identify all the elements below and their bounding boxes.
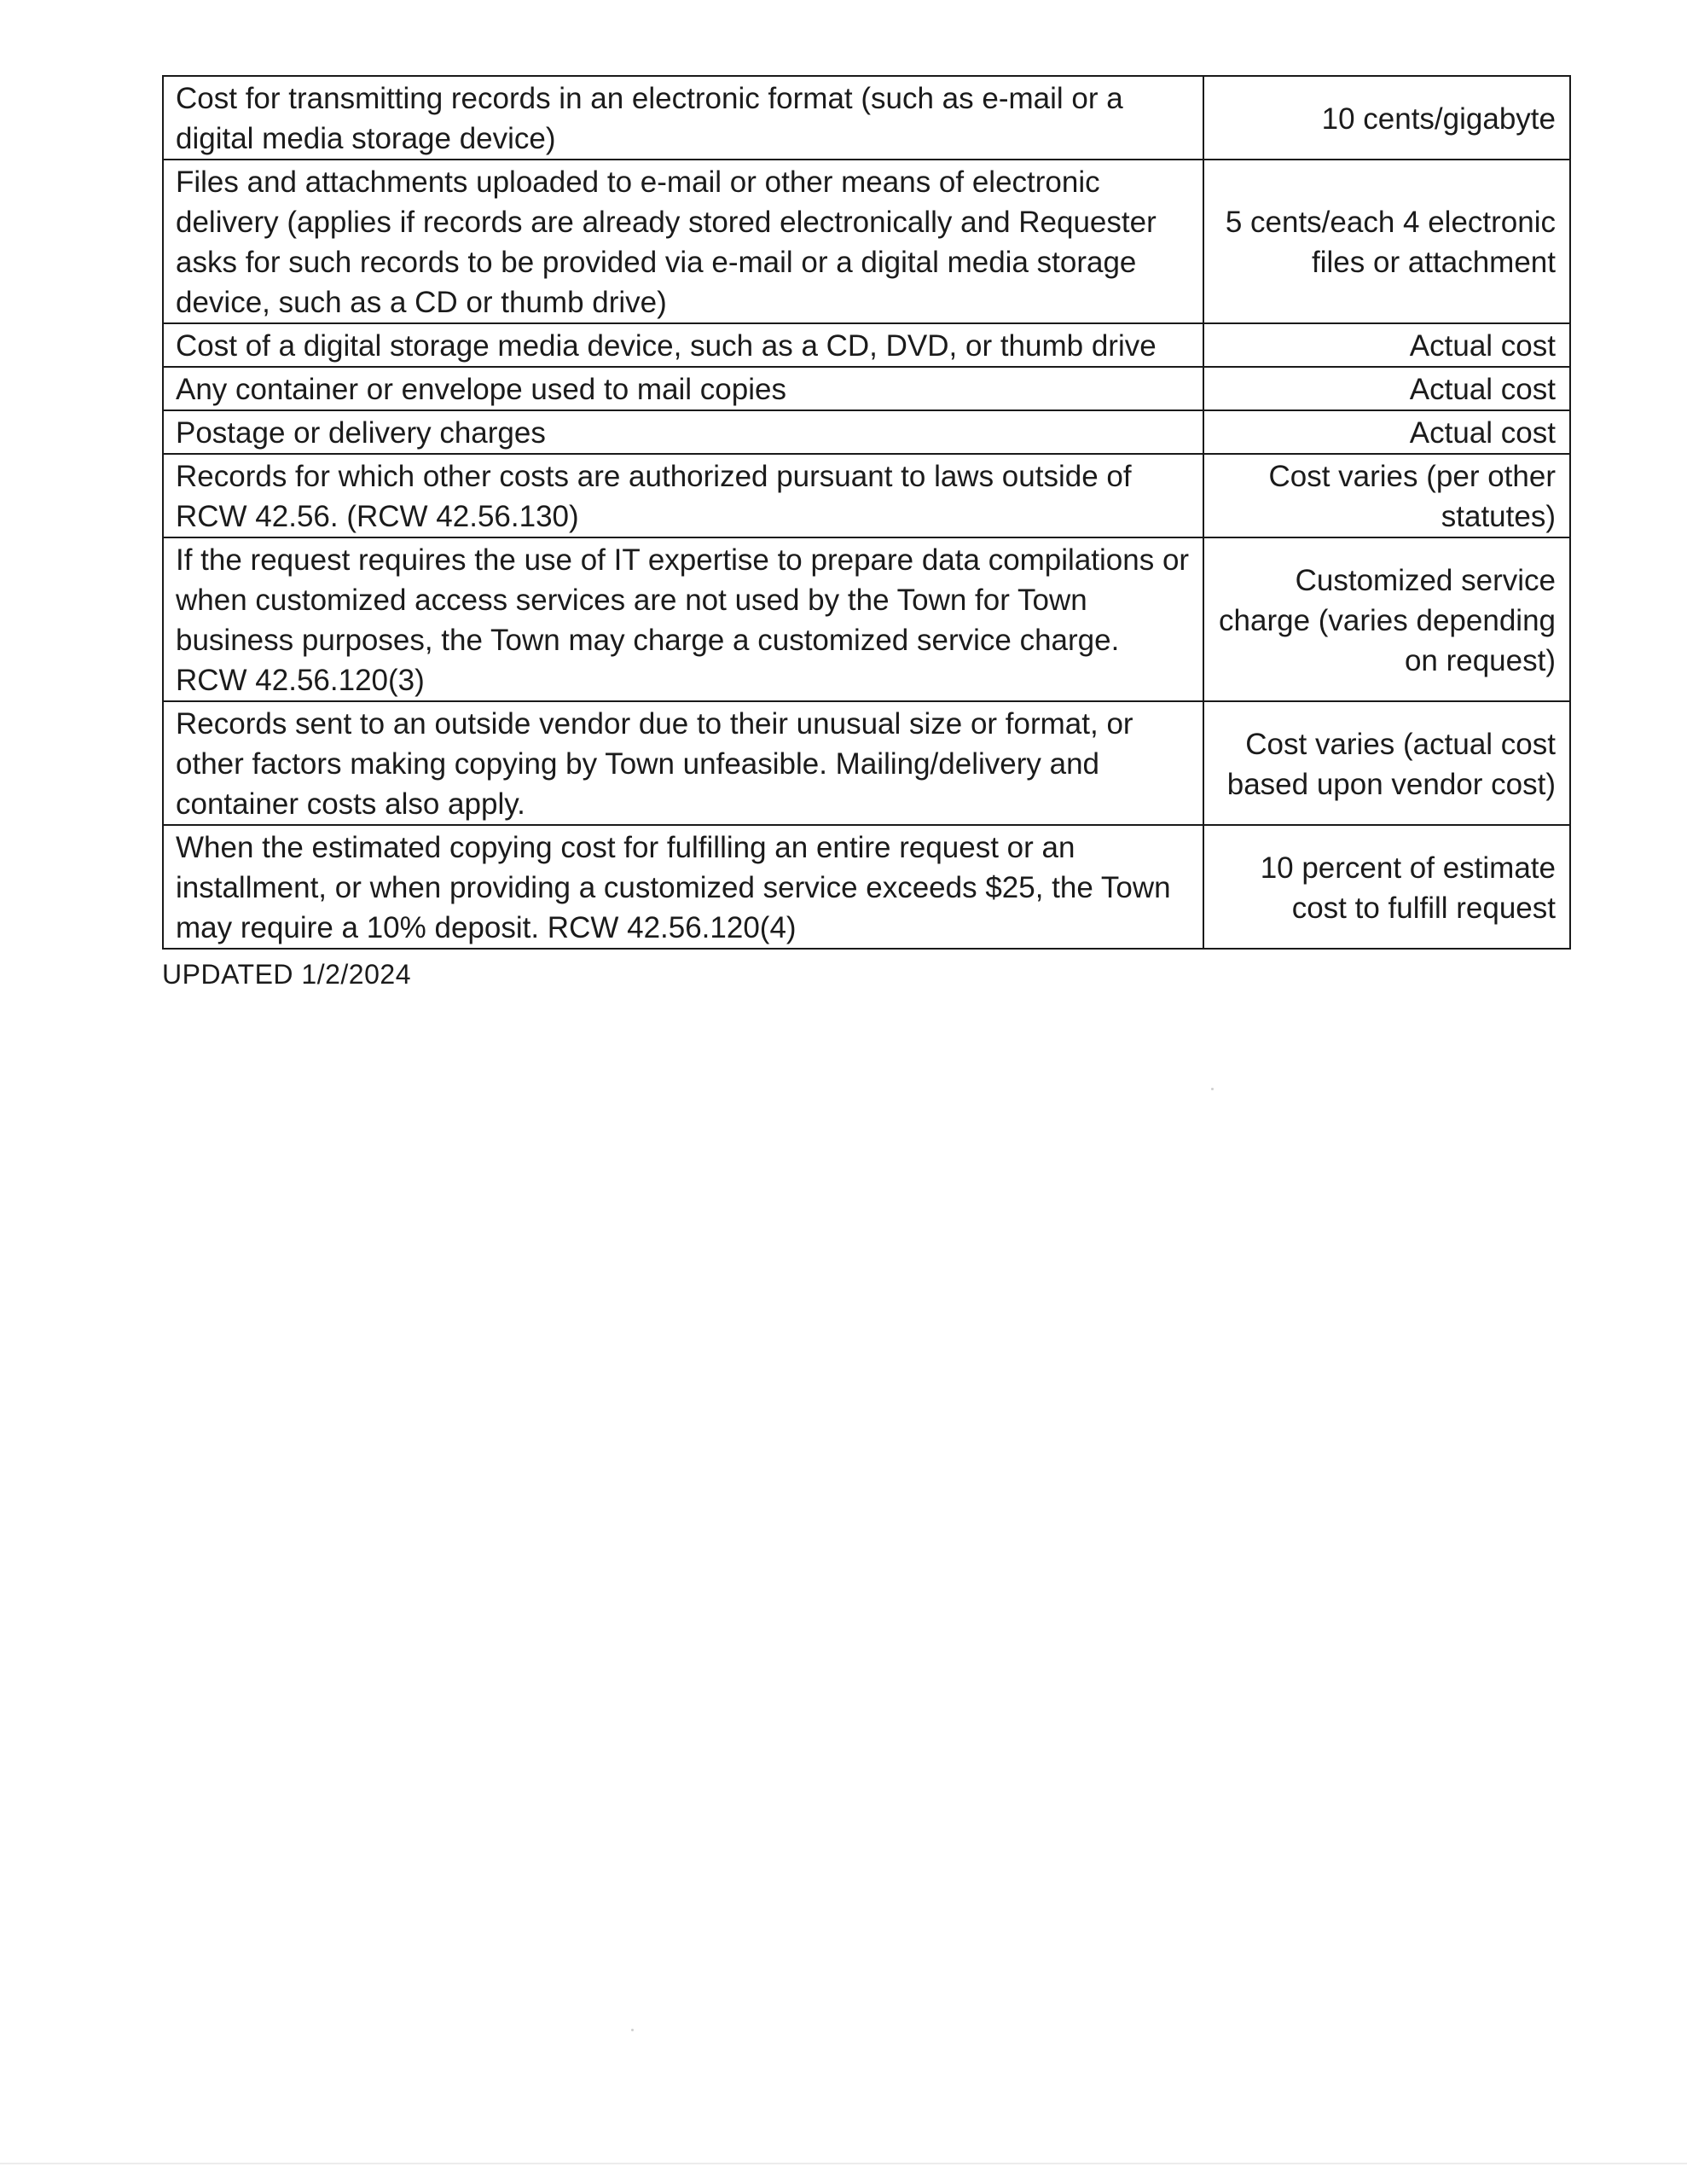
fee-cost: 10 cents/gigabyte (1203, 76, 1570, 160)
scan-edge (0, 2163, 1687, 2164)
table-row (163, 76, 1570, 160)
fee-description: If the request requires the use of IT expertise to prepare data compilations or when customized access services are not used by the Town for Town business purposes, the Town may charge a customized service charge. RCW 42.56.120(3) (163, 537, 1203, 701)
table-row (163, 454, 1570, 537)
updated-date: UPDATED 1/2/2024 (162, 959, 411, 990)
fee-cost: Customized service charge (varies depending on request) (1203, 537, 1570, 701)
table-row (163, 367, 1570, 410)
table-row (163, 701, 1570, 825)
fee-description: Postage or delivery charges (163, 410, 1203, 454)
fee-cost: 10 percent of estimate cost to fulfill request (1203, 825, 1570, 949)
fee-description: Records for which other costs are authorized pursuant to laws outside of RCW 42.56. (RCW 42.56.130) (163, 454, 1203, 537)
fee-cost: Cost varies (per other statutes) (1203, 454, 1570, 537)
table-row (163, 410, 1570, 454)
table-row (163, 537, 1570, 701)
fee-cost: Actual cost (1203, 367, 1570, 410)
table-row (163, 160, 1570, 323)
fee-cost: Actual cost (1203, 323, 1570, 367)
fee-description: Files and attachments uploaded to e-mail or other means of electronic delivery (applies if records are already stored electronically and Requester asks for such records to be provided via e-mail or a digital media storage device, such as a CD or thumb drive) (163, 160, 1203, 323)
fee-cost: Cost varies (actual cost based upon vendor cost) (1203, 701, 1570, 825)
fee-schedule-table (162, 75, 1571, 950)
fee-description: Any container or envelope used to mail copies (163, 367, 1203, 410)
fee-description: When the estimated copying cost for fulfilling an entire request or an installment, or when providing a customized service exceeds $25, the Town may require a 10% deposit. RCW 42.56.120(4) (163, 825, 1203, 949)
fee-description: Cost for transmitting records in an electronic format (such as e-mail or a digital media storage device) (163, 76, 1203, 160)
scan-speck (1211, 1088, 1214, 1090)
scan-speck (631, 2029, 634, 2031)
table-row (163, 323, 1570, 367)
fee-cost: 5 cents/each 4 electronic files or attachment (1203, 160, 1570, 323)
fee-cost: Actual cost (1203, 410, 1570, 454)
fee-description: Cost of a digital storage media device, such as a CD, DVD, or thumb drive (163, 323, 1203, 367)
table-row (163, 825, 1570, 949)
fee-description: Records sent to an outside vendor due to their unusual size or format, or other factors making copying by Town unfeasible. Mailing/delivery and container costs also apply. (163, 701, 1203, 825)
